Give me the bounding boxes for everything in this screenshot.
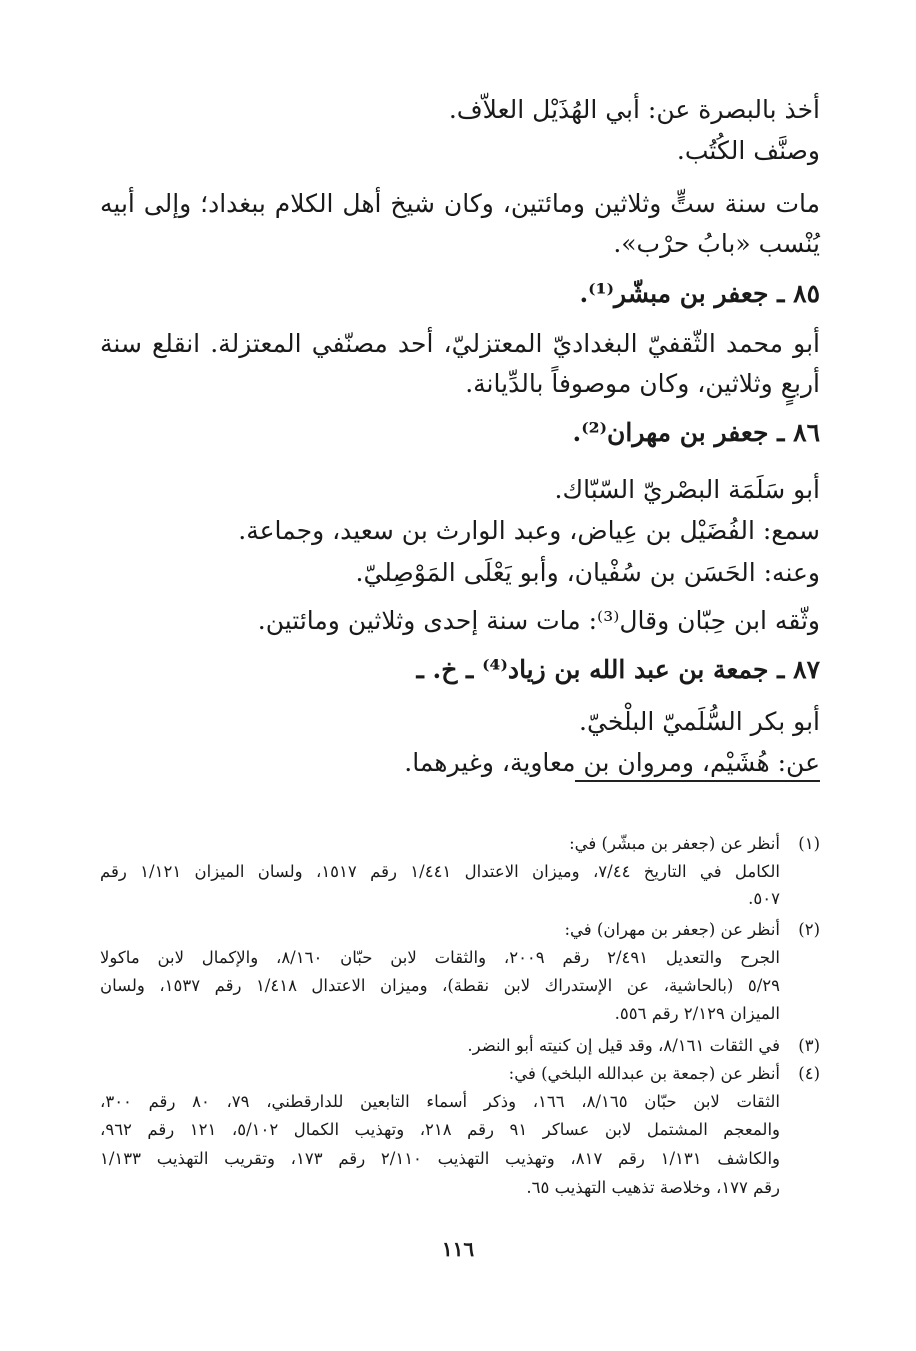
text-line: أبو بكر السُّلَميّ البلْخيّ.: [579, 707, 820, 736]
footnote-line: الكامل في التاريخ ٧/٤٤، وميزان الاعتدال ١/٤٤١ رقم ١٥١٧، ولسان الميزان ١/١٢١ رقم: [100, 862, 780, 881]
footnote-number: (٢): [798, 920, 820, 939]
footnote-line: والمعجم المشتمل لابن عساكر ٩١ رقم ٢١٨، وتهذيب الكمال ٥/١٠٢، ١٢١ رقم ٩٦٢،: [100, 1120, 781, 1139]
footnote-1: [100, 832, 820, 856]
footnote-number: (٤): [798, 1064, 820, 1083]
footnote-line: الثقات لابن حبّان ٨/١٦٥، ١٦٦، وذكر أسماء التابعين للدارقطني، ٧٩، ٨٠ رقم ٣٠٠،: [100, 1092, 780, 1111]
footnote-line: الميزان ٢/١٢٩ رقم ٥٥٦.: [614, 1004, 780, 1023]
footnote-number: (٣): [798, 1036, 820, 1055]
text-line: وصنَّف الكُتُب.: [676, 136, 820, 165]
footnote-line: ٥٠٧.: [748, 889, 780, 908]
footnote-line: الجرح والتعديل ٢/٤٩١ رقم ٢٠٠٩، والثقات لابن حبّان ٨/١٦٠، والإكمال لابن ماكولا: [100, 948, 780, 967]
footnote-line: رقم ١٧٧، وخلاصة تذهيب التهذيب ٦٥.: [526, 1178, 780, 1197]
footnote-4: [100, 1062, 820, 1086]
footnote-text: أنظر عن (جعفر بن مبشّر) في:: [569, 834, 780, 853]
footnote-text: أنظر عن (جعفر بن مهران) في:: [564, 920, 780, 939]
page-number: ١١٦: [441, 1237, 475, 1261]
entry-heading-87: ٨٧ ـ جمعة بن عبد الله بن زياد⁽⁴⁾ ـ خ. ـ: [416, 655, 820, 684]
footnote-text: في الثقات ٨/١٦١، وقد قيل إن كنيته أبو النضر.: [467, 1036, 780, 1055]
footnote-line: والكاشف ١/١٣١ رقم ٨١٧، وتهذيب التهذيب ٢/١١٠ رقم ١٧٣، وتقريب التهذيب ١/١٣٣: [100, 1149, 780, 1168]
text-line: وثّقه ابن حِبّان وقال⁽³⁾: مات سنة إحدى وثلاثين ومائتين.: [257, 606, 820, 635]
text-line: وعنه: الحَسَن بن سُفْيان، وأبو يَعْلَى المَوْصِليّ.: [355, 558, 820, 587]
footnote-line: ٥/٢٩ (بالحاشية، عن الإستدراك لابن نقطة)، وميزان الاعتدال ١/٤١٨ رقم ١٥٣٧، ولسان: [100, 976, 780, 995]
text-line: يُنْسب «بابُ حرْب».: [613, 229, 820, 258]
text-line: أخذ بالبصرة عن: أبي الهُذَيْل العلاّف.: [448, 95, 820, 124]
footnote-separator: [575, 780, 820, 782]
text-line: أبو محمد الثّقفيّ البغداديّ المعتزليّ، أحد مصنّفي المعتزلة. انقلع سنة: [100, 329, 820, 358]
footnote-3: [100, 1034, 820, 1058]
entry-heading-85: ٨٥ ـ جعفر بن مبشّر⁽¹⁾.: [579, 279, 820, 308]
text-line: أربعٍ وثلاثين، وكان موصوفاً بالدِّيانة.: [465, 369, 820, 398]
entry-heading-86: ٨٦ ـ جعفر بن مهران⁽²⁾.: [572, 418, 820, 447]
text-line: سمع: الفُضَيْل بن عِياض، وعبد الوارث بن سعيد، وجماعة.: [238, 516, 820, 545]
footnote-number: (١): [798, 834, 820, 853]
footnote-2: [100, 918, 820, 942]
footnote-text: أنظر عن (جمعة بن عبدالله البلخي) في:: [508, 1064, 780, 1083]
text-line: عن: هُشَيْم، ومروان بن معاوية، وغيرهما.: [404, 748, 820, 777]
text-line: مات سنة ستٍّ وثلاثين ومائتين، وكان شيخ أهل الكلام ببغداد؛ وإلى أبيه: [100, 189, 820, 218]
text-line: أبو سَلَمَة البصْريّ السّبّاك.: [554, 475, 820, 504]
